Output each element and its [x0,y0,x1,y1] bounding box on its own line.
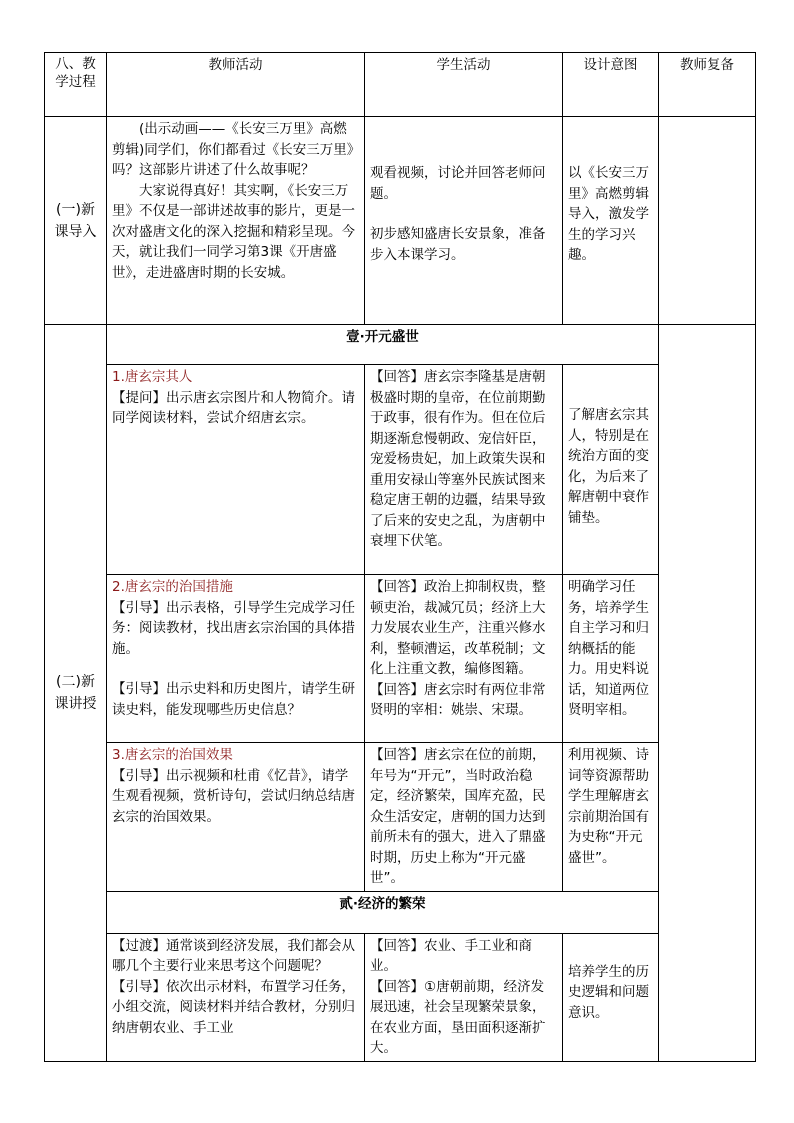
r4-teacher-text-2: 【引导】依次出示材料，布置学习任务，小组交流，阅读材料并结合教材，分别归纳唐朝农业、手工业 [112,978,355,1036]
r3-intent-text: 利用视频、诗词等资源帮助学生理解唐玄宗前期治国有为史称“开元盛世”。 [563,743,659,892]
r2-student-text-2: 【回答】唐玄宗时有两位非常贤明的宰相：姚崇、宋璟。 [370,681,546,718]
intro-student-text-2: 初步感知盛唐长安景象，准备步入本课学习。 [370,226,546,263]
lecture-section-label: (二)新课讲授 [45,325,107,1062]
part2-title-row [45,891,756,933]
r2-teacher-text-2: 【引导】出示史料和历史图片，请学生研读史料，能发现哪些历史信息？ [112,681,355,718]
intro-review-cell [659,117,756,325]
intro-teacher-cell [107,117,365,325]
r3-student-text: 【回答】唐玄宗在位的前期，年号为“开元”，当时政治稳定，经济繁荣，国库充盈，民众生活安定，唐朝的国力达到前所未有的强大，进入了鼎盛时期，历史上称为“开元盛世”。 [365,743,563,892]
header-row [45,53,756,117]
r4-teacher-text-1: 【过渡】通常谈到经济发展，我们都会从哪几个主要行业来思考这个问题呢？ [112,937,355,974]
r4-student-text-2: 【回答】①唐朝前期，经济发展迅速，社会呈现繁荣景象，在农业方面，垦田面积逐渐扩大。 [370,978,546,1056]
intro-section-label: (一)新课导入 [45,117,107,325]
r2-student-cell [365,575,563,743]
r3-teacher-text: 【引导】出示视频和杜甫《忆昔》，请学生观看视频，赏析诗句，尝试归纳总结唐玄宗的治国效果。 [112,767,355,825]
r1-teacher-text: 【提问】出示唐玄宗图片和人物简介。请同学阅读材料，尝试介绍唐玄宗。 [112,389,355,426]
r4-teacher-cell [107,933,365,1061]
r4-student-text-1: 【回答】农业、手工业和商业。 [370,937,532,974]
lecture-review-cell [659,325,756,1062]
row-xuanzong-measures [45,575,756,743]
header-teacher-activity: 教师活动 [107,53,365,117]
r4-intent-text: 培养学生的历史逻辑和问题意识。 [563,933,659,1061]
part1-title: 壹·开元盛世 [107,325,659,365]
header-section: 八、教学过程 [45,53,107,117]
intro-teacher-text-1: (出示动画——《长安三万里》高燃剪辑)同学们，你们都看过《长安三万里》吗？这部影片讲述了什么故事呢？ [112,121,354,178]
header-design-intent: 设计意图 [563,53,659,117]
intro-teacher-text-2: 大家说得真好！其实啊，《长安三万里》不仅是一部讲述故事的影片，更是一次对盛唐文化的深入挖掘和精彩呈现。今天，就让我们一同学习第3课《开唐盛世》，走进盛唐时期的长安城。 [112,182,355,281]
row-xuanzong-effects [45,743,756,892]
r2-student-text-1: 【回答】政治上抑制权贵，整顿吏治，裁减冗员；经济上大力发展农业生产，注重兴修水利，整顿漕运，改革税制；文化上注重文教，编修图籍。 [370,579,546,677]
r2-teacher-cell [107,575,365,743]
intro-student-cell [365,117,563,325]
r1-intent-text: 了解唐玄宗其人，特别是在统治方面的变化，为后来了解唐朝中衰作铺垫。 [563,365,659,575]
intro-row [45,117,756,325]
r3-teacher-cell [107,743,365,892]
r2-teacher-text-1: 【引导】出示表格，引导学生完成学习任务：阅读教材，找出唐玄宗治国的具体措施。 [112,599,355,657]
lesson-plan-table [44,52,756,1062]
r1-teacher-cell [107,365,365,575]
header-student-activity: 学生活动 [365,53,563,117]
row-xuanzong-person [45,365,756,575]
intro-student-text-1: 观看视频，讨论并回答老师问题。 [370,165,546,202]
header-teacher-review: 教师复备 [659,53,756,117]
r4-student-cell [365,933,563,1061]
r1-subheading: 1.唐玄宗其人 [112,369,193,385]
intro-intent-cell: 以《长安三万里》高燃剪辑导入，激发学生的学习兴趣。 [563,117,659,325]
part2-title: 贰·经济的繁荣 [107,891,659,933]
part1-title-row [45,325,756,365]
r2-intent-text: 明确学习任务，培养学生自主学习和归纳概括的能力。用史料说话，知道两位贤明宰相。 [563,575,659,743]
r3-subheading: 3.唐玄宗的治国效果 [112,747,233,763]
r1-student-text: 【回答】唐玄宗李隆基是唐朝极盛时期的皇帝，在位前期勤于政事，很有作为。但在位后期逐渐怠慢朝政、宠信奸臣，宠爱杨贵妃，加上政策失误和重用安禄山等塞外民族试图来稳定唐王朝的边疆，结果导致了后来的安史之乱，为唐朝中衰埋下伏笔。 [365,365,563,575]
row-economy [45,933,756,1061]
r2-subheading: 2.唐玄宗的治国措施 [112,579,233,595]
